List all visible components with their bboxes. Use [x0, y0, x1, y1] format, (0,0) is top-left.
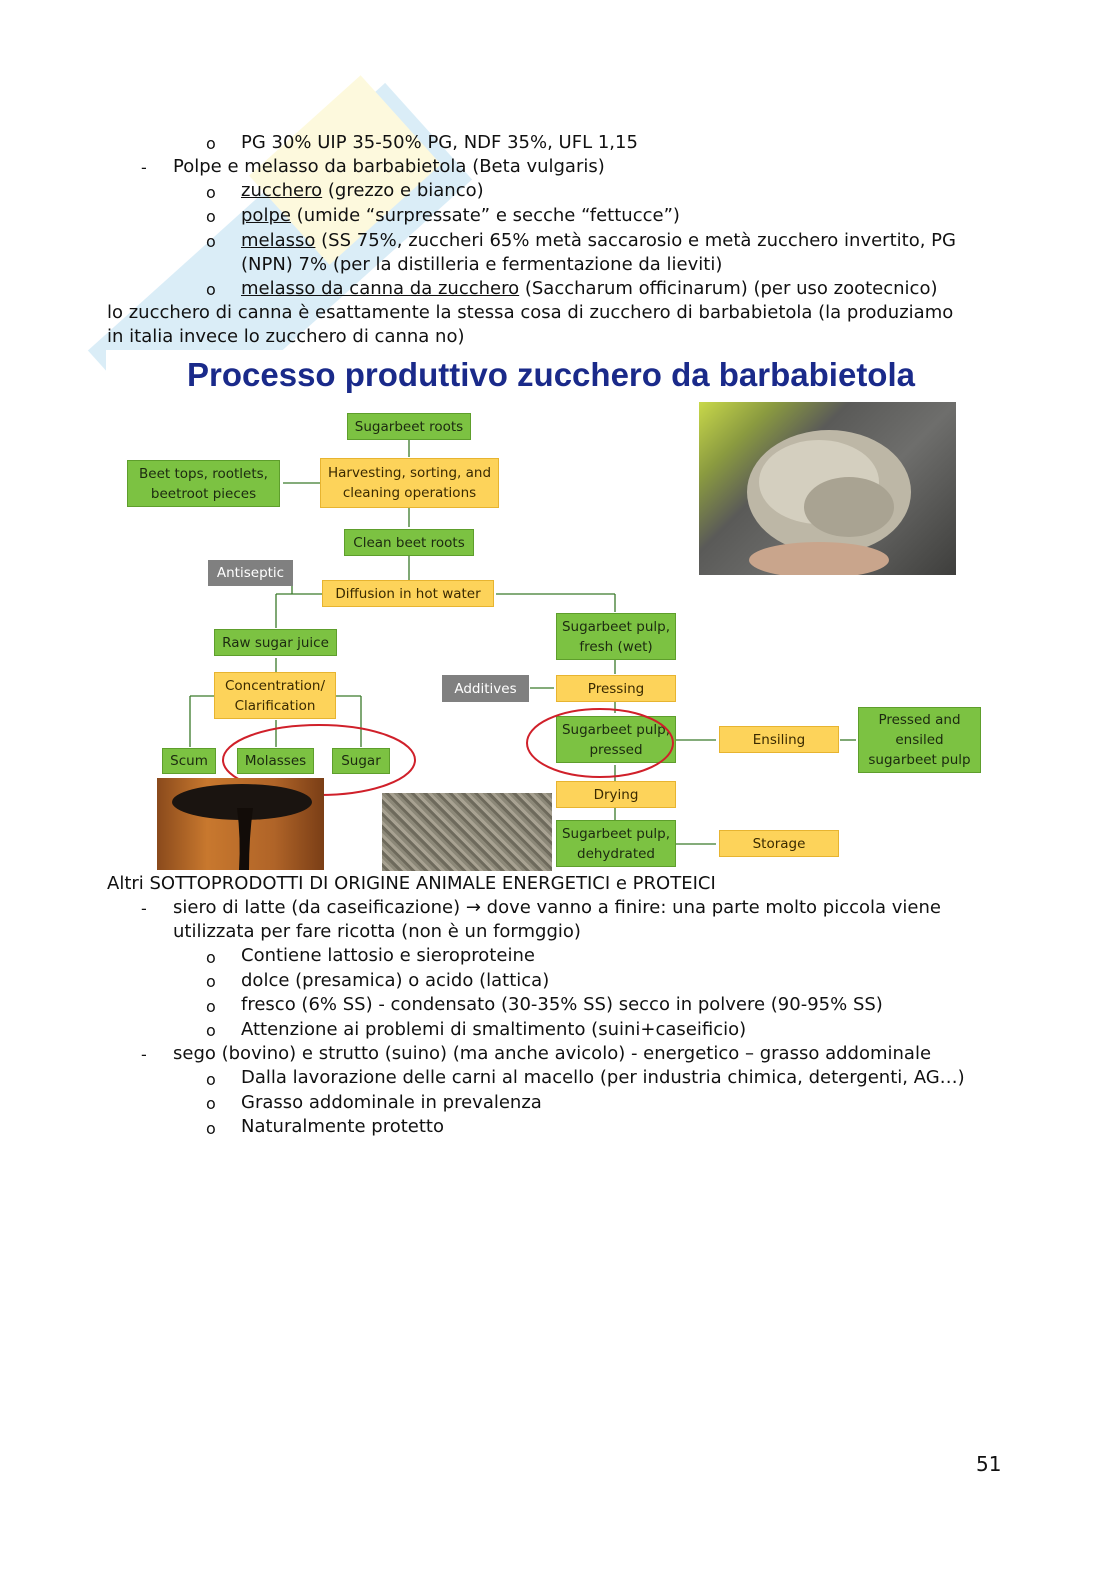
paragraph-line-1: lo zucchero di canna è esattamente la stessa cosa di zucchero di barbabietola (la produziamo [107, 302, 954, 323]
slide-title: Processo produttivo zucchero da barbabietola [187, 356, 915, 393]
polpe-desc: (umide “surpressate” e secche “fettucce”) [290, 205, 680, 226]
bullet-o: o [206, 183, 216, 202]
canna-term: melasso da canna da zucchero [241, 278, 520, 299]
molasses-photo [157, 778, 324, 870]
pulp-photo [699, 402, 956, 575]
box-sugar: Sugar [332, 748, 390, 774]
process-slide [106, 350, 996, 872]
sego-item-3: Naturalmente protetto [241, 1116, 444, 1137]
bullet-o: o [206, 134, 216, 153]
paragraph-line-2: in italia invece lo zucchero di canna no) [107, 326, 465, 347]
canna-line [241, 277, 937, 301]
bullet-dash: - [141, 899, 147, 918]
sego-item-1: Dalla lavorazione delle carni al macello (per industria chimica, detergenti, AG…) [241, 1067, 965, 1088]
altri-heading: Altri SOTTOPRODOTTI DI ORIGINE ANIMALE ENERGETICI e PROTEICI [107, 873, 716, 894]
box-additives: Additives [442, 675, 529, 702]
page-number: 51 [976, 1452, 1002, 1476]
siero-cont: utilizzata per fare ricotta (non è un formggio) [173, 921, 581, 942]
box-beet-tops: Beet tops, rootlets, beetroot pieces [127, 460, 280, 507]
sego-line: sego (bovino) e strutto (suino) (ma anche avicolo) - energetico – grasso addominale [173, 1043, 932, 1064]
box-molasses: Molasses [237, 748, 314, 774]
bullet-o: o [206, 280, 216, 299]
canna-desc: (Saccharum officinarum) (per uso zootecnico) [519, 278, 938, 299]
bullet-dash: - [141, 1045, 147, 1064]
bullet-o: o [206, 232, 216, 251]
pulp-shreds-image [699, 402, 956, 575]
bullet-o: o [206, 997, 216, 1016]
siero-text: siero di latte (da caseificazione) [173, 897, 461, 918]
siero-item-3: fresco (6% SS) - condensato (30-35% SS) secco in polvere (90-95% SS) [241, 994, 883, 1015]
box-harvesting: Harvesting, sorting, and cleaning operations [320, 458, 499, 508]
box-scum: Scum [162, 748, 216, 774]
melasso-cont: (NPN) 7% (per la distilleria e fermentazione da lieviti) [241, 254, 723, 275]
box-pulp-pressed: Sugarbeet pulp, pressed [556, 716, 676, 763]
bullet-o: o [206, 1094, 216, 1113]
zucchero-desc: (grezzo e bianco) [322, 180, 484, 201]
box-sugarbeet-roots: Sugarbeet roots [347, 413, 471, 440]
molasses-spoon-image [157, 778, 324, 870]
box-pressed-ensiled: Pressed and ensiled sugarbeet pulp [858, 707, 981, 773]
arrow-icon: → [465, 897, 481, 918]
polpe-line [241, 204, 680, 228]
bullet-o: o [206, 1070, 216, 1089]
box-ensiling: Ensiling [719, 726, 839, 753]
siero-item-1: Contiene lattosio e sieroproteine [241, 945, 535, 966]
siero-text-b: dove vanno a finire: una parte molto piccola viene [486, 897, 941, 918]
melasso-term: melasso [241, 230, 316, 251]
siero-item-4: Attenzione ai problemi di smaltimento (suini+caseificio) [241, 1019, 747, 1040]
box-pulp-dehydrated: Sugarbeet pulp, dehydrated [556, 820, 676, 867]
box-storage: Storage [719, 830, 839, 857]
bullet-o: o [206, 972, 216, 991]
melasso-line [241, 229, 956, 253]
bullet-o: o [206, 207, 216, 226]
bullet-dash: - [141, 158, 147, 177]
box-diffusion: Diffusion in hot water [322, 580, 494, 607]
box-clean-beet-roots: Clean beet roots [344, 529, 474, 556]
polpe-header: Polpe e melasso da barbabietola (Beta vulgaris) [173, 156, 605, 177]
box-raw-sugar-juice: Raw sugar juice [214, 629, 337, 656]
pg-line: PG 30% UIP 35-50% PG, NDF 35%, UFL 1,15 [241, 132, 638, 153]
box-concentration: Concentration/ Clarification [214, 672, 336, 719]
bullet-o: o [206, 948, 216, 967]
zucchero-line [241, 179, 484, 203]
bullet-o: o [206, 1021, 216, 1040]
box-pulp-fresh: Sugarbeet pulp, fresh (wet) [556, 613, 676, 660]
melasso-desc: (SS 75%, zuccheri 65% metà saccarosio e metà zucchero invertito, PG [315, 230, 956, 251]
box-drying: Drying [556, 781, 676, 808]
siero-item-2: dolce (presamica) o acido (lattica) [241, 970, 550, 991]
zucchero-term: zucchero [241, 180, 323, 201]
sego-item-2: Grasso addominale in prevalenza [241, 1092, 542, 1113]
box-pressing: Pressing [556, 675, 676, 702]
bullet-o: o [206, 1119, 216, 1138]
siero-line [173, 896, 941, 920]
dry-pulp-photo [382, 793, 552, 871]
polpe-term: polpe [241, 205, 291, 226]
box-antiseptic: Antiseptic [208, 560, 293, 586]
